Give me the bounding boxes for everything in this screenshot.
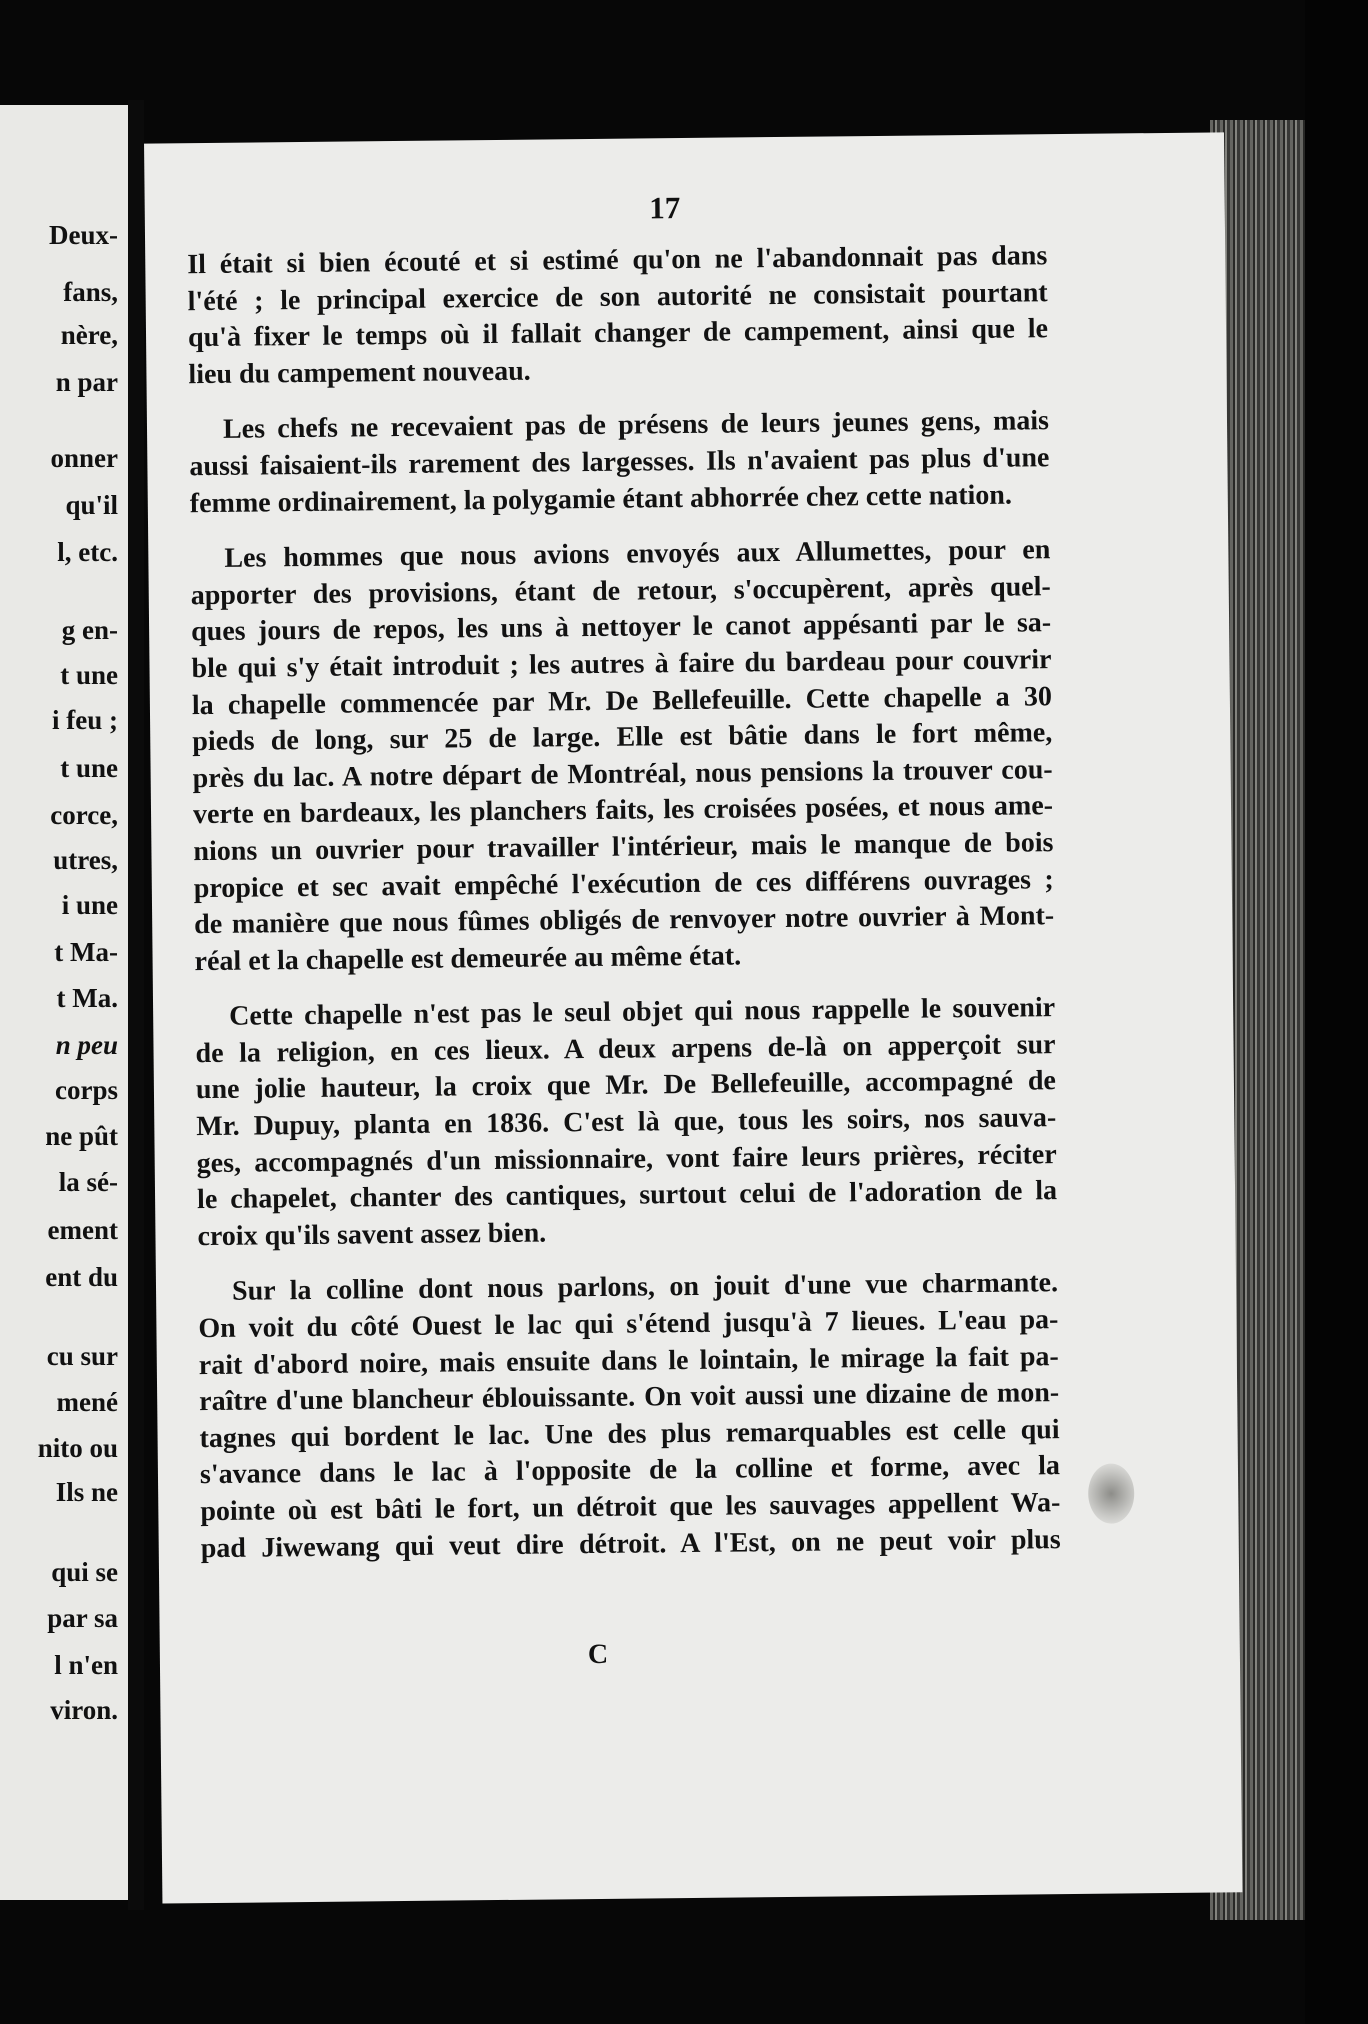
facing-page-line-fragment: Ils ne <box>55 1477 118 1507</box>
facing-page-line-fragment: nère, <box>60 320 118 350</box>
text-line: la chapelle commencée par Mr. De Bellefeuille. Cette chapelle a 30 <box>191 680 1053 721</box>
facing-page-line-fragment: qui se <box>51 1557 118 1587</box>
facing-page-line-fragment: cu sur <box>46 1341 118 1371</box>
facing-page-line-fragment: t Ma- <box>54 937 118 967</box>
paragraph <box>198 1266 1061 1568</box>
text-line: lieu du campement nouveau. <box>188 355 531 390</box>
text-line: aussi faisaient-ils rarement des largesses. Ils n'avaient pas plus d'une <box>189 442 1050 483</box>
facing-page-line-fragment: ement <box>47 1215 118 1245</box>
facing-page-line-fragment: t une <box>60 660 118 690</box>
facing-page-line-fragment: corps <box>55 1075 118 1105</box>
facing-page-line-fragment: Deux- <box>49 220 118 250</box>
facing-page-line-fragment: onner <box>50 443 118 473</box>
text-line: ble qui s'y était introduit ; les autres à faire du bardeau pour couvrir <box>191 644 1052 685</box>
text-line: nions un ouvrier pour travailler l'intérieur, mais le manque de bois <box>193 827 1054 868</box>
facing-page-line-fragment: par sa <box>47 1603 118 1633</box>
paragraph <box>195 990 1058 1255</box>
book-edge-shadow <box>1305 0 1368 2024</box>
facing-page-line-fragment: n par <box>55 367 118 397</box>
text-line: pad Jiwewang qui veut dire détroit. A l'Est, on ne peut voir plus <box>200 1523 1061 1564</box>
facing-page-line-fragment: mené <box>56 1387 118 1417</box>
body-text <box>187 238 1061 1586</box>
facing-page-line-fragment: corce, <box>50 800 118 830</box>
facing-page-line-fragment: l n'en <box>54 1650 118 1680</box>
book-gutter <box>128 100 144 1910</box>
text-line: Cette chapelle n'est pas le seul objet qui nous rappelle le souvenir <box>229 992 1056 1033</box>
facing-page-line-fragment: ne pût <box>45 1121 118 1151</box>
text-line: Les hommes que nous avions envoyés aux Allumettes, pour en <box>224 534 1051 574</box>
facing-page-line-fragment: t une <box>60 753 118 783</box>
text-line: rait d'abord noire, mais ensuite dans le lointain, le mirage la fait pa- <box>198 1340 1059 1381</box>
facing-page-line-fragment: i une <box>61 890 118 920</box>
text-line: près du lac. A notre départ de Montréal, nous pensions la trouver cou- <box>192 753 1053 794</box>
text-line: apporter des provisions, étant de retour, s'occupèrent, après quel- <box>190 570 1051 611</box>
text-line: Sur la colline dont nous parlons, on jouit d'une vue charmante. <box>231 1267 1059 1308</box>
text-line: le chapelet, chanter des cantiques, surtout celui de l'adoration de la <box>196 1175 1058 1216</box>
facing-page-line-fragment: fans, <box>63 277 118 307</box>
text-line: raître d'une blancheur éblouissante. On voit aussi une dizaine de mon- <box>199 1377 1060 1418</box>
text-line: qu'à fixer le temps où il fallait changer de campement, ainsi que le <box>187 313 1049 354</box>
text-line: Les chefs ne recevaient pas de présens de leurs jeunes gens, mais <box>222 405 1050 446</box>
text-line: de manière que nous fûmes obligés de renvoyer notre ouvrier à Mont- <box>194 900 1055 941</box>
text-line: s'avance dans le lac à l'opposite de la colline et forme, avec la <box>199 1450 1061 1491</box>
paragraph <box>187 238 1048 393</box>
text-line: de la religion, en ces lieux. A deux arpens de-là on apperçoit sur <box>195 1029 1056 1070</box>
text-line: réal et la chapelle est demeurée au même état. <box>194 940 742 977</box>
facing-page-line-fragment: la sé- <box>58 1167 118 1197</box>
text-line: croix qu'ils savent assez bien. <box>197 1217 547 1252</box>
facing-page-line-fragment: n peu <box>55 1030 118 1060</box>
text-line: Mr. Dupuy, planta en 1836. C'est là que, tous les soirs, nos sauva- <box>196 1102 1057 1143</box>
facing-page-line-fragment: g en- <box>61 615 118 645</box>
text-line: propice et sec avait empêché l'exécution de ces différens ouvrages ; <box>193 863 1054 904</box>
text-line: ques jours de repos, les uns à nettoyer le canot appésanti par le sa- <box>190 607 1052 648</box>
facing-page-line-fragment: utres, <box>53 845 118 875</box>
text-line: pointe où est bâti le fort, un détroit que les sauvages appellent Wa- <box>200 1487 1061 1528</box>
facing-page-line-fragment: t Ma. <box>56 983 118 1013</box>
text-line: pieds de long, sur 25 de large. Elle est bâtie dans le fort même, <box>192 717 1053 758</box>
text-line: Il était si bien écouté et si estimé qu'on ne l'abandonnait pas dans <box>187 240 1048 281</box>
facing-page-line-fragment: nito ou <box>37 1433 118 1463</box>
text-line: tagnes qui bordent le lac. Une des plus remarquables est celle qui <box>199 1413 1060 1454</box>
text-line: ges, accompagnés d'un missionnaire, vont faire leurs prières, réciter <box>196 1138 1057 1179</box>
facing-page-fragment <box>0 105 128 1900</box>
paragraph <box>189 404 1050 523</box>
facing-page-line-fragment: l, etc. <box>57 537 118 567</box>
ink-smudge <box>1088 1463 1135 1523</box>
signature-mark: C <box>587 1638 609 1671</box>
page-number: 17 <box>649 190 681 226</box>
facing-page-line-fragment: qu'il <box>65 490 118 520</box>
text-line: femme ordinairement, la polygamie étant abhorrée chez cette nation. <box>189 479 1013 519</box>
facing-page-line-fragment: i feu ; <box>52 705 118 735</box>
text-line: On voit du côté Ouest le lac qui s'étend jusqu'à 7 lieues. L'eau pa- <box>198 1304 1059 1345</box>
text-line: l'été ; le principal exercice de son autorité ne consistait pourtant <box>187 276 1048 317</box>
paragraph <box>190 532 1055 980</box>
text-line: une jolie hauteur, la croix que Mr. De Bellefeuille, accompagné de <box>195 1065 1057 1106</box>
main-page <box>144 132 1242 1903</box>
facing-page-line-fragment: viron. <box>50 1695 118 1725</box>
facing-page-line-fragment: ent du <box>45 1262 118 1292</box>
text-line: verte en bardeaux, les planchers faits, les croisées posées, et nous ame- <box>192 790 1054 831</box>
